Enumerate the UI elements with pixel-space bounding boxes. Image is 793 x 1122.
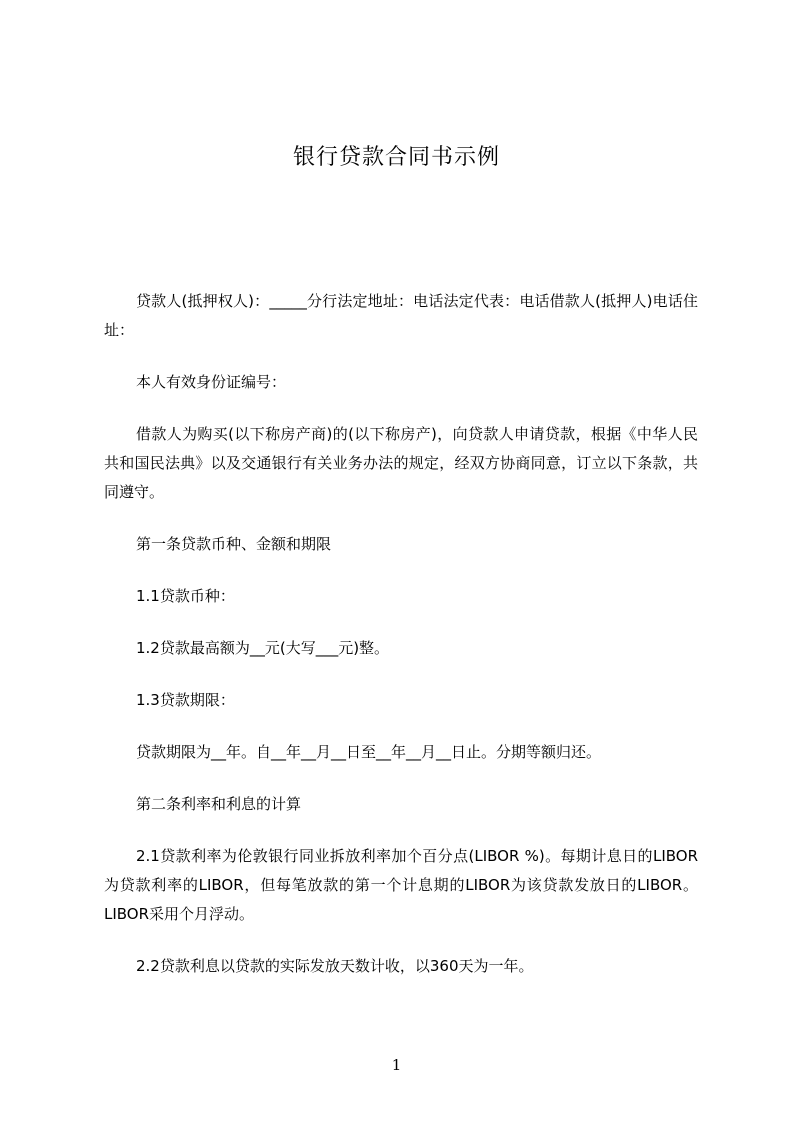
clause-1-2: 1.2贷款最高额为__元(大写___元)整。: [136, 639, 390, 657]
article-2-heading: 第二条利率和利息的计算: [136, 795, 302, 813]
document-title: 银行贷款合同书示例: [292, 145, 500, 170]
article-1-heading: 第一条贷款币种、金额和期限: [136, 535, 332, 553]
paragraph-preamble: 借款人为购买(以下称房产商)的(以下称房产)，向贷款人申请贷款，根据《中华人民共和国民法典》以及交通银行有关业务办法的规定，经双方协商同意，订立以下条款，共同遵守。: [104, 425, 698, 501]
clause-2-1: 2.1贷款利率为伦敦银行同业拆放利率加个百分点(LIBOR %)。每期计息日的LIBOR为贷款利率的LIBOR，但每笔放款的第一个计息期的LIBOR为该贷款发放日的LIBOR。LIBOR采用个月浮动。: [104, 847, 698, 923]
paragraph-lender-info: 贷款人(抵押权人)：_____分行法定地址：电话法定代表：电话借款人(抵押人)电话住址：: [104, 292, 698, 339]
clause-1-1: 1.1贷款币种：: [136, 587, 235, 605]
loan-term-text: 贷款期限为__年。自__年__月__日至__年__月__日止。分期等额归还。: [136, 743, 602, 761]
clause-2-2: 2.2贷款利息以贷款的实际发放天数计收，以360天为一年。: [136, 957, 534, 975]
paragraph-id-number: 本人有效身份证编号：: [136, 373, 287, 391]
clause-1-3: 1.3贷款期限：: [136, 691, 235, 709]
document-body: [104, 287, 698, 1004]
page-number: 1: [391, 1056, 402, 1074]
